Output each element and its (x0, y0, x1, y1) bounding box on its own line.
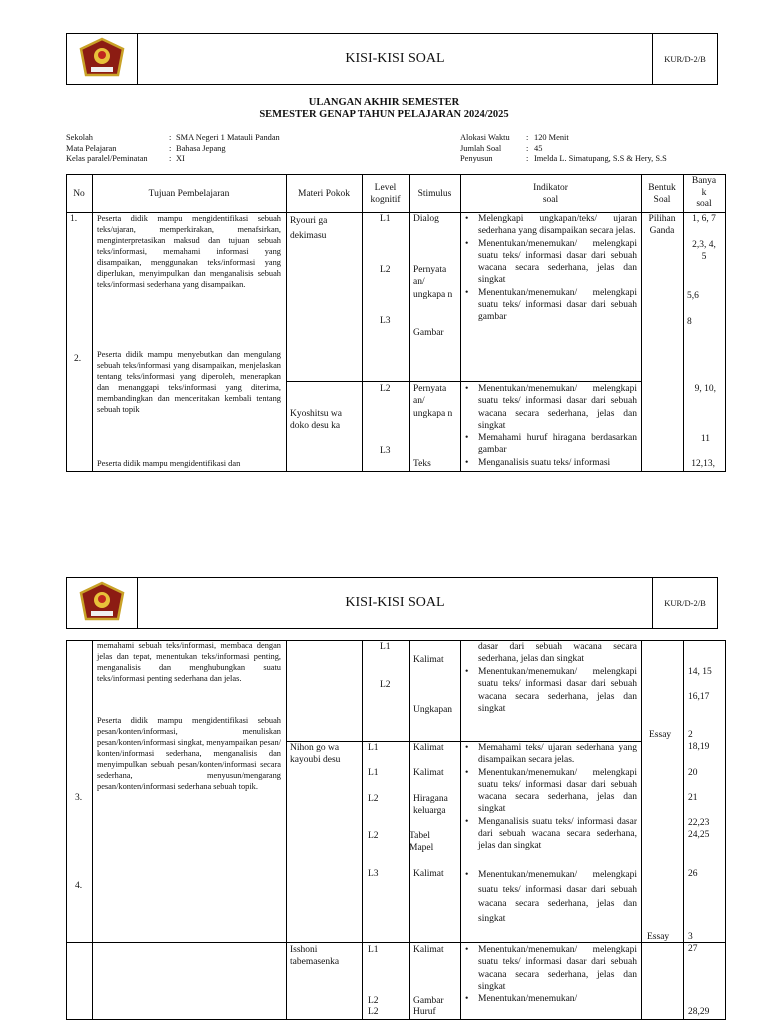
nomor-soal: 16,17 (688, 692, 710, 702)
nomor-soal: 20 (688, 768, 698, 778)
stimulus: Tabel Mapel (409, 831, 434, 854)
level-kognitif: L2 (368, 794, 379, 804)
tujuan-text: Peserta didik mampu mengidentifikasi sebuah teks/ujaran, memperkirakan, menafsirkan, menginterpretasikan maksud dan tujuan sebuah teks/informasi, memahami informasi yang disampaikan, menggunakan teks/informasi yang diperlukan, menyimpulkan dan menganalisis sebuah teks/informasi sederhana yang disampaikan. (97, 214, 281, 289)
meta-jumlah: 45 (534, 144, 543, 153)
stimulus: Dialog (413, 214, 439, 224)
level-kognitif: L3 (368, 869, 379, 879)
indikator-item: • Menentukan/menemukan/ melengkapi suatu teks/ informasi dasar dari sebuah wacana secara sederhana, jelas dan singkat (465, 767, 637, 816)
nomor-soal: 14, 15 (688, 667, 712, 677)
nomor-soal: 18,19 (688, 742, 710, 752)
level-kognitif: L2 (368, 831, 379, 841)
level-kognitif: L1 (368, 743, 379, 753)
tujuan-text: memahami sebuah teks/informasi, membaca dengan jelas dan tepat, menentukan teks/informasi penting, menganalisis dan menghubungkan suatu teks/informasi penting sederhana dan jelas. (97, 641, 281, 683)
stimulus: Gambar (413, 328, 444, 338)
indikator-list (465, 944, 637, 1005)
nomor-soal: 8 (687, 317, 692, 327)
nomor-soal: 9, 10, (694, 384, 716, 394)
col-header-bentuk: Bentuk Soal (648, 183, 676, 206)
indikator-item: • Memahami teks/ ujaran sederhana yang disampaikan secara jelas. (465, 742, 637, 767)
indikator-item: dasar dari sebuah wacana secara sederhana, jelas dan singkat (478, 642, 637, 665)
nomor-soal: 5 (701, 252, 707, 262)
col-header-indikator: Indikator soal (533, 183, 568, 206)
meta-alokasi: 120 Menit (534, 133, 569, 142)
header-title: KISI-KISI SOAL (345, 595, 445, 610)
meta-kelas: XI (176, 154, 185, 163)
nomor-soal: 5,6 (687, 291, 699, 301)
level-kognitif: L1 (368, 768, 379, 778)
stimulus: Kalimat (413, 869, 444, 879)
bentuk-soal: Pilihan Ganda (648, 214, 676, 237)
stimulus: Gambar (413, 996, 444, 1006)
col-header-no: No (73, 189, 85, 199)
meta-mapel: Bahasa Jepang (176, 144, 226, 153)
nomor-soal: 11 (700, 434, 710, 444)
stimulus: Ungkapan (413, 705, 453, 715)
level-kognitif: L3 (380, 446, 391, 456)
indikator-list (465, 666, 637, 715)
nomor-soal: 12,13, (691, 459, 715, 469)
nomor-soal: 3 (688, 932, 693, 942)
indikator-item: • Menentukan/menemukan/ melengkapi suatu teks/ informasi dasar dari sebuah wacana secara sederhana, jelas dan singkat (465, 944, 637, 993)
nomor-soal: 27 (688, 944, 698, 954)
col-header-materi: Materi Pokok (298, 189, 350, 199)
stimulus: Pernyata an/ ungkapa n (413, 384, 453, 419)
nomor-soal: 21 (688, 793, 698, 803)
header-code: KUR/D-2/B (652, 34, 717, 84)
indikator-item: • Menentukan/menemukan/ melengkapi suatu teks/ informasi dasar dari sebuah wacana secara sederhana, jelas dan singkat (465, 238, 637, 287)
nomor-soal: 2,3, 4, (692, 240, 716, 250)
header-title: KISI-KISI SOAL (345, 51, 445, 66)
indikator-item: • Menentukan/menemukan/ melengkapi suatu teks/ informasi dasar dari sebuah gambar (465, 287, 637, 324)
col-header-banyak: Banya k soal (691, 176, 717, 209)
page-header (66, 33, 718, 85)
row-number: 3. (75, 793, 83, 803)
indikator-item: • Melengkapi ungkapan/teks/ ujaran sederhana yang disampaikan secara jelas. (465, 213, 637, 238)
level-kognitif: L2 (380, 265, 391, 275)
level-kognitif: L1 (368, 945, 379, 955)
indikator-list (465, 868, 637, 926)
indikator-item: • Memahami huruf hiragana berdasarkan gambar (465, 432, 637, 457)
stimulus: Kalimat (413, 743, 444, 753)
nomor-soal: 24,25 (688, 830, 710, 840)
meta-sekolah: SMA Negeri 1 Matauli Pandan (176, 133, 280, 142)
stimulus: Huruf (413, 1007, 436, 1017)
materi-pokok: Kyoshitsu wa doko desu ka (290, 409, 342, 432)
school-logo (67, 34, 138, 84)
stimulus: Kalimat (413, 945, 444, 955)
indikator-item: • Menentukan/menemukan/ (465, 993, 637, 1005)
level-kognitif: L1 (380, 642, 391, 652)
tujuan-text: Peserta didik mampu menyebutkan dan mengulang sebuah teks/informasi yang disampaikan, menjelaskan tentang teks/informasi yang diperoleh, menerapkan dan menanggapi teks/informasi yang diterima, membandingkan dan menceritakan kembali tentang sebuah topik (97, 350, 281, 414)
indikator-item: • Menganalisis suatu teks/ informasi (465, 457, 637, 469)
bentuk-soal: Essay (647, 932, 670, 942)
header-code: KUR/D-2/B (652, 578, 717, 628)
nomor-soal: 2 (688, 730, 693, 740)
indikator-list (465, 383, 637, 469)
indikator-item: • Menentukan/menemukan/ melengkapi suatu teks/ informasi dasar dari sebuah wacana secara sederhana, jelas dan singkat (465, 868, 637, 926)
bentuk-soal: Essay (649, 730, 672, 740)
row-number: 1. (70, 214, 78, 224)
level-kognitif: L2 (380, 680, 391, 690)
indikator-item: • Menentukan/menemukan/ melengkapi suatu teks/ informasi dasar dari sebuah wacana secara sederhana, jelas dan singkat (465, 383, 637, 432)
doc-title: ULANGAN AKHIR SEMESTER (308, 97, 460, 108)
materi-pokok: Ryouri ga dekimasu (290, 216, 328, 241)
nomor-soal: 26 (688, 869, 698, 879)
indikator-list (465, 742, 637, 853)
stimulus: Hiragana keluarga (413, 794, 448, 817)
page-header (66, 577, 718, 629)
materi-pokok: Nihon go wa kayoubi desu (290, 743, 341, 766)
nomor-soal: 1, 6, 7 (692, 214, 716, 224)
level-kognitif: L2 (368, 996, 379, 1006)
indikator-list (465, 213, 637, 324)
tujuan-text: Peserta didik mampu mengidentifikasi sebuah pesan/konten/informasi, menuliskan pesan/konten/informasi singkat, menyampaikan pesan/ konten/informasi sederhana, menganalisis dan menyimpulkan sebuah pesan/konten/informasi secara sederhana, menyusun/mengarang pesan/konten/informasi sederhana sebuah topik. (97, 716, 281, 791)
nomor-soal: 22,23 (688, 818, 710, 828)
level-kognitif: L2 (380, 384, 391, 394)
indikator-item: • Menganalisis suatu teks/ informasi dasar dari sebuah wacana secara sederhana, jelas dan singkat (465, 816, 637, 853)
stimulus: Kalimat (413, 768, 444, 778)
indikator-item: • Menentukan/menemukan/ melengkapi suatu teks/ informasi dasar dari sebuah wacana secara sederhana, jelas dan singkat (465, 666, 637, 715)
stimulus: Teks (413, 459, 431, 469)
level-kognitif: L2 (368, 1007, 379, 1017)
col-header-stimulus: Stimulus (417, 189, 452, 199)
school-logo (67, 578, 138, 628)
nomor-soal: 28,29 (688, 1007, 710, 1017)
row-number: 4. (75, 881, 83, 891)
meta-penyusun: Imelda L. Simatupang, S.S & Hery, S.S (534, 154, 667, 163)
col-header-tujuan: Tujuan Pembelajaran (148, 189, 230, 199)
materi-pokok: Isshoni tabemasenka (290, 945, 340, 968)
stimulus: Kalimat (413, 655, 444, 665)
row-number: 2. (74, 354, 82, 364)
stimulus: Pernyata an/ ungkapa n (413, 265, 453, 300)
tujuan-text: Peserta didik mampu mengidentifikasi dan (97, 459, 241, 468)
col-header-level: Level kognitif (370, 183, 401, 206)
level-kognitif: L3 (380, 316, 391, 326)
level-kognitif: L1 (380, 214, 391, 224)
doc-subtitle: SEMESTER GENAP TAHUN PELAJARAN 2024/2025 (259, 109, 509, 120)
